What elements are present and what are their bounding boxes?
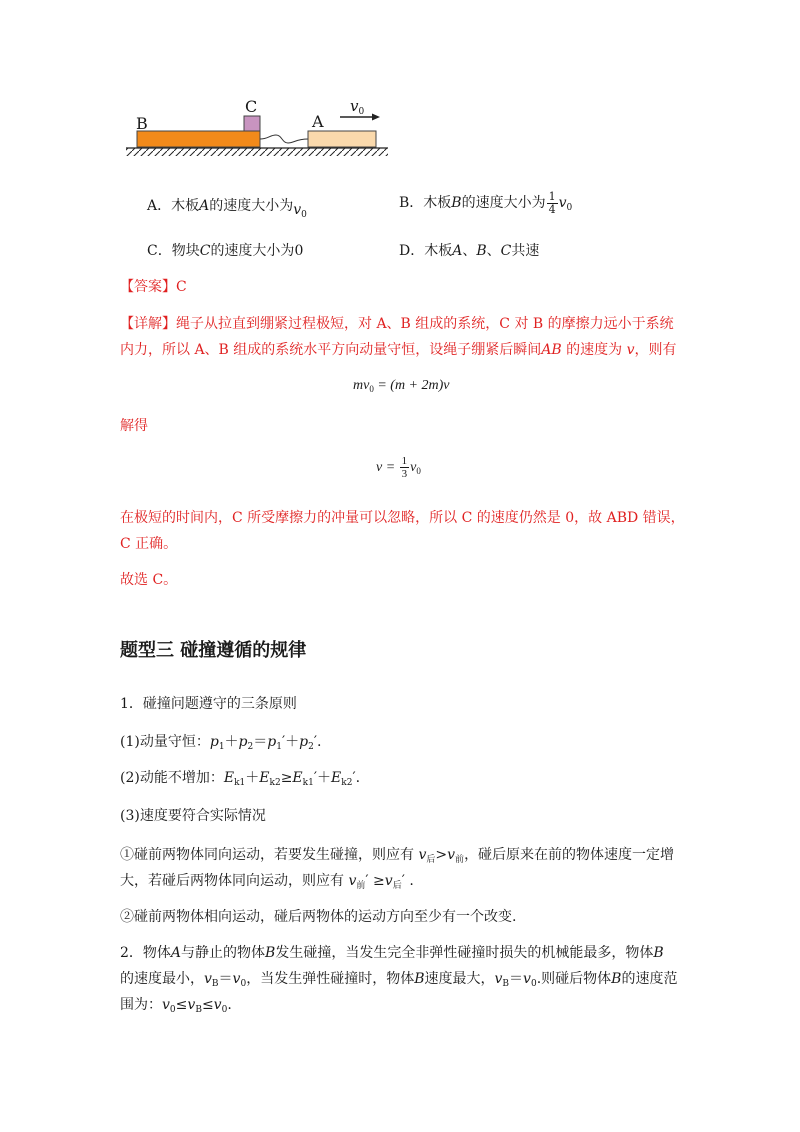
answer-line: 【答案】C — [120, 279, 187, 295]
option-d: D．木板A、B、C共速 — [399, 243, 540, 259]
rule-2: (2)动能不增加：$E_{k1}+E_{k2}\ge E_{k1}'+E_{k2}'$. — [120, 770, 361, 788]
rope — [260, 135, 308, 143]
option-a: A．木板A的速度大小为$v_0$ — [147, 198, 307, 220]
arrow-head — [372, 114, 380, 121]
detail-line-4: C 正确。 — [120, 536, 178, 552]
section-title: 题型三 碰撞遵循的规律 — [120, 640, 307, 661]
ground-hatch — [126, 148, 388, 156]
rule-1: (1)动量守恒：$p_1+p_2=p_1'+p_2'$. — [120, 734, 322, 752]
case-1-line-1: ①碰前两物体同向运动，若要发生碰撞，则应有 $v_后>v_前$，碰后原来在前的物体速度一定增 — [120, 847, 675, 865]
board-b — [137, 131, 260, 147]
label-b: B — [136, 114, 148, 133]
label-c: C — [245, 97, 258, 116]
item-2-line-2: 的速度最小，$v_B=v_0$，当发生弹性碰撞时，物体B速度最大，$v_B=v_0$.则碰后物体B的速度范 — [120, 971, 678, 989]
option-c: C．物块C的速度大小为0 — [147, 243, 304, 259]
case-1-line-2: 大，若碰后两物体同向运动，则应有 $v_前' \ge v_后'$ . — [120, 873, 414, 891]
board-a — [308, 131, 376, 147]
choose-line: 故选 C。 — [120, 572, 178, 588]
item-2-line-1: 2．物体A与静止的物体B发生碰撞，当发生完全非弹性碰撞时损失的机械能最多，物体B — [120, 945, 664, 961]
equation-velocity: v = $\frac{1}{3}$ $v_0$ — [376, 455, 421, 481]
case-2: ②碰前两物体相向运动，碰后两物体的运动方向至少有一个改变. — [120, 909, 517, 925]
item-2-line-3: 围为：$v_0\le v_B\le v_0$. — [120, 997, 232, 1015]
solve-label: 解得 — [120, 418, 148, 434]
label-a: A — [312, 112, 324, 131]
rule-3: (3)速度要符合实际情况 — [120, 808, 266, 824]
detail-line-3: 在极短的时间内，C 所受摩擦力的冲量可以忽略，所以 C 的速度仍然是 0，故 ABD 错误， — [120, 510, 685, 526]
equation-momentum: $mv_0 = (m + 2m)v$ — [353, 378, 450, 394]
detail-line-2: 内力，所以 A、B 组成的系统水平方向动量守恒，设绳子绷紧后瞬间AB 的速度为 v，则有 — [120, 342, 677, 358]
detail-line-1: 【详解】绳子从拉直到绷紧过程极短，对 A、B 组成的系统，C 对 B 的摩擦力远小于系统 — [120, 316, 674, 332]
label-v0: $v_0$ — [350, 97, 365, 117]
item-1: 1．碰撞问题遵守的三条原则 — [120, 696, 297, 712]
block-c — [244, 116, 260, 131]
option-b: B．木板B的速度大小为 $\frac{1}{4}$ $v_0$ — [399, 189, 573, 216]
